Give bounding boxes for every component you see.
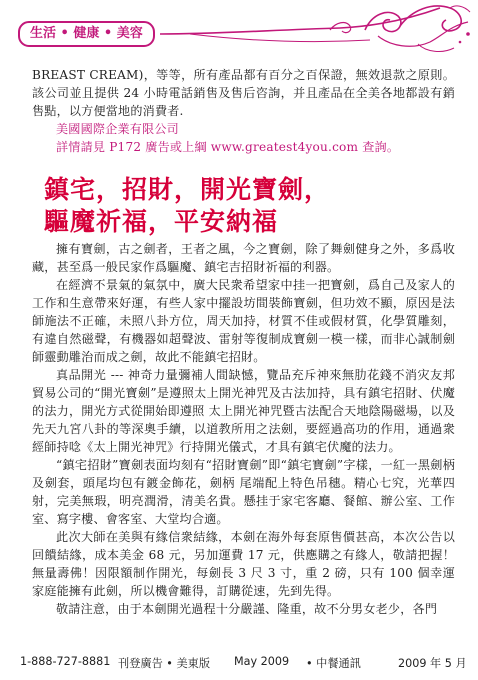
article-body [32,240,455,618]
headline-line-1: 鎮宅，招財，開光寶劍， [44,175,331,204]
info-line: 詳情請見 P172 廣告或上綱 www.greatest4you.com 查詢。 [56,140,400,154]
article-paragraph: 真品開光 --- 神奇力量彌補人間缺憾，覽品充斥神來無肋花錢不消灾友邦貿易公司的“開光寶劍”是遵照太上開光神咒及古法加持，具有鎮宅招財、伏魔的法力，開光方式從開始即遵照 太上開光神咒暨古法配合天地陰陽磁場，以及先天九宮八卦的等深奧手續，以道教所用之法劍，要經過高功的作用，通過衆經師持唸《太上開光神咒》行持開光儀式，才具有鎮宅伏魔的法力。 [32,368,455,454]
article-paragraph: 此次大師在美與有緣信衆結緣，本劍在海外每套原售價甚高，本次公告以回饋結緣，成本美金 68 元，另加運費 17 元，供應購之有緣人，敬請把握！無量壽佛！因限額制作開光，每劍長 3 尺 3 寸，重 2 磅，只有 100 個幸運家庭能擁有此劍，所以機會難得，訂購從速，先到先得。 [32,530,455,598]
intro-paragraph: BREAST CREAM)，等等，所有產品都有百分之百保證，無效退款之原則。該公司並且提供 24 小時電話銷售及售后咨詢，并且產品在全美各地都設有銷售點，以方便當地的消費者. [32,68,455,118]
floral-swirl-decoration [150,0,478,64]
article-paragraph: 在經濟不景氣的氣氛中，廣大民衆希望家中挂一把寶劍，爲自己及家人的工作和生意帶來好運，有些人家中擺設坊間裝飾寶劍，但功效不顯，原因是法師施法不正確，未照八卦方位，周天加持，材質不佳或假材質，化學質雕刻，有違自然磁聲，有機器如超聲波、雷射等復制成寶劍一模一樣，而非心誠制劍師靈動雕治而成之劍，故此不能鎮宅招財。 [32,278,455,364]
article-paragraph: 敬請注意，由于本劍開光過程十分嚴謹、隆重，故不分男女老少，各門 [56,602,438,616]
section-label: 生活 • 健康 • 美容 [18,21,155,47]
intro-block [32,66,455,156]
article-headline [44,174,464,238]
page-header [0,0,478,64]
footer-date-en: May 2009 [234,655,290,668]
article-paragraph: “鎮宅招財”寶劍表面均刻有“招財寶劍”即“鎮宅寶劍”字樣，一紅一黑劍柄及劍套，頭尾均包有鍍金飾花，劍柄 尾端配上特色吊穗。精心七究，光華四射，完美無瑕，明亮潤滑，清美名貴。懸挂于家宅客廳、餐館、辦公室、工作室、寫字樓、會客室、大堂均合適。 [32,458,455,526]
page-footer [8,655,468,673]
article-paragraph: 擁有寶劍，古之劍者，王者之風，今之寶劍，除了舞劍健身之外，多爲收藏，甚至爲一般民家作爲驅魔、鎮宅吉招財祈福的利器。 [32,242,455,274]
footer-ad-note: 刊登廣告 • 美東版 [118,657,211,670]
company-name: 美國國際企業有限公司 [56,122,179,136]
headline-line-2: 驅魔祈福，平安納福 [44,207,279,236]
footer-phone: 1-888-727-8881 [20,655,111,668]
footer-publication: • 中餐通訊 [306,657,361,670]
footer-date-cn: 2009 年 5 月 [398,657,467,670]
